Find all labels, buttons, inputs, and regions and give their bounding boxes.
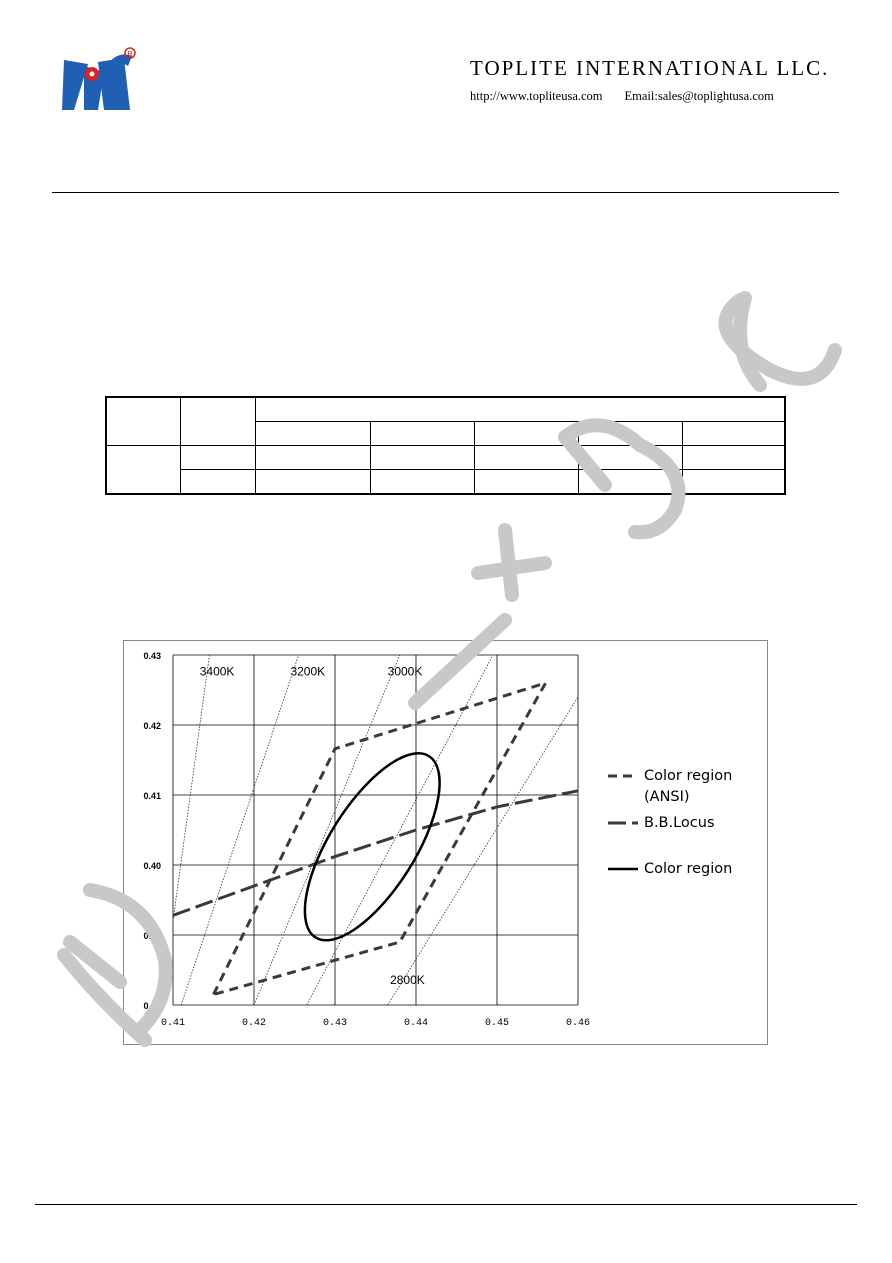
company-name: TOPLITE INTERNATIONAL LLC.	[470, 56, 830, 80]
header-divider	[52, 192, 839, 193]
table-cell	[682, 422, 785, 446]
table-cell	[180, 397, 255, 446]
table-cell	[370, 422, 474, 446]
table-cell	[255, 397, 785, 422]
chromaticity-chart	[123, 640, 768, 1045]
table-cell	[106, 397, 180, 446]
website-link[interactable]: http://www.topliteusa.com	[470, 89, 603, 103]
cct-isoline	[173, 655, 209, 921]
cct-label: 3200K	[290, 664, 326, 679]
legend-label: Color region	[644, 768, 733, 784]
table-row	[106, 446, 785, 470]
legend-label: (ANSI)	[644, 789, 690, 805]
table-cell	[180, 446, 255, 470]
table-cell	[682, 470, 785, 495]
legend-label: Color region	[644, 861, 733, 877]
legend-label: B.B.Locus	[644, 815, 715, 831]
table-cell	[370, 470, 474, 495]
x-tick-label: 0.44	[403, 1018, 429, 1029]
ansi-region-polygon	[214, 683, 546, 995]
table-row	[106, 470, 785, 495]
y-tick-label: 0.41	[143, 791, 161, 801]
table-cell	[578, 446, 682, 470]
cct-isoline	[181, 655, 298, 1005]
y-tick-label: 0.39	[143, 931, 161, 941]
table-cell	[474, 470, 578, 495]
chromaticity-plot	[124, 641, 769, 1046]
table-cell	[180, 470, 255, 495]
y-tick-label: 0.43	[143, 651, 161, 661]
x-tick-label: 0.41	[160, 1018, 186, 1029]
table-cell	[474, 422, 578, 446]
cct-label: 3400K	[199, 664, 235, 679]
toplite-logo-icon	[58, 44, 140, 112]
x-tick-label: 0.43	[322, 1018, 348, 1029]
bb-locus-line	[173, 791, 578, 916]
table-cell	[370, 446, 474, 470]
table-cell	[255, 422, 370, 446]
table-cell	[474, 446, 578, 470]
y-tick-label: 0.40	[143, 861, 161, 871]
x-tick-label: 0.46	[565, 1018, 591, 1029]
table-row	[106, 397, 785, 422]
table-cell	[578, 470, 682, 495]
cct-isoline	[254, 655, 400, 1005]
x-tick-label: 0.45	[484, 1018, 510, 1029]
plot-area	[173, 655, 578, 1005]
color-region-ellipse	[279, 733, 465, 960]
x-tick-label: 0.42	[241, 1018, 267, 1029]
contact-line	[470, 89, 774, 104]
table-cell	[255, 446, 370, 470]
cct-label: 2800K	[390, 973, 425, 987]
email-link[interactable]: Email:sales@toplightusa.com	[624, 89, 774, 103]
y-tick-label: 0.38	[143, 1001, 161, 1011]
table-cell	[106, 446, 180, 495]
table-cell	[682, 446, 785, 470]
spec-table	[105, 396, 786, 495]
table-cell	[578, 422, 682, 446]
cct-label: 3000K	[387, 664, 423, 679]
y-tick-label: 0.42	[143, 721, 161, 731]
table-cell	[255, 470, 370, 495]
footer-divider	[35, 1204, 857, 1205]
registered-mark: R	[127, 51, 133, 58]
